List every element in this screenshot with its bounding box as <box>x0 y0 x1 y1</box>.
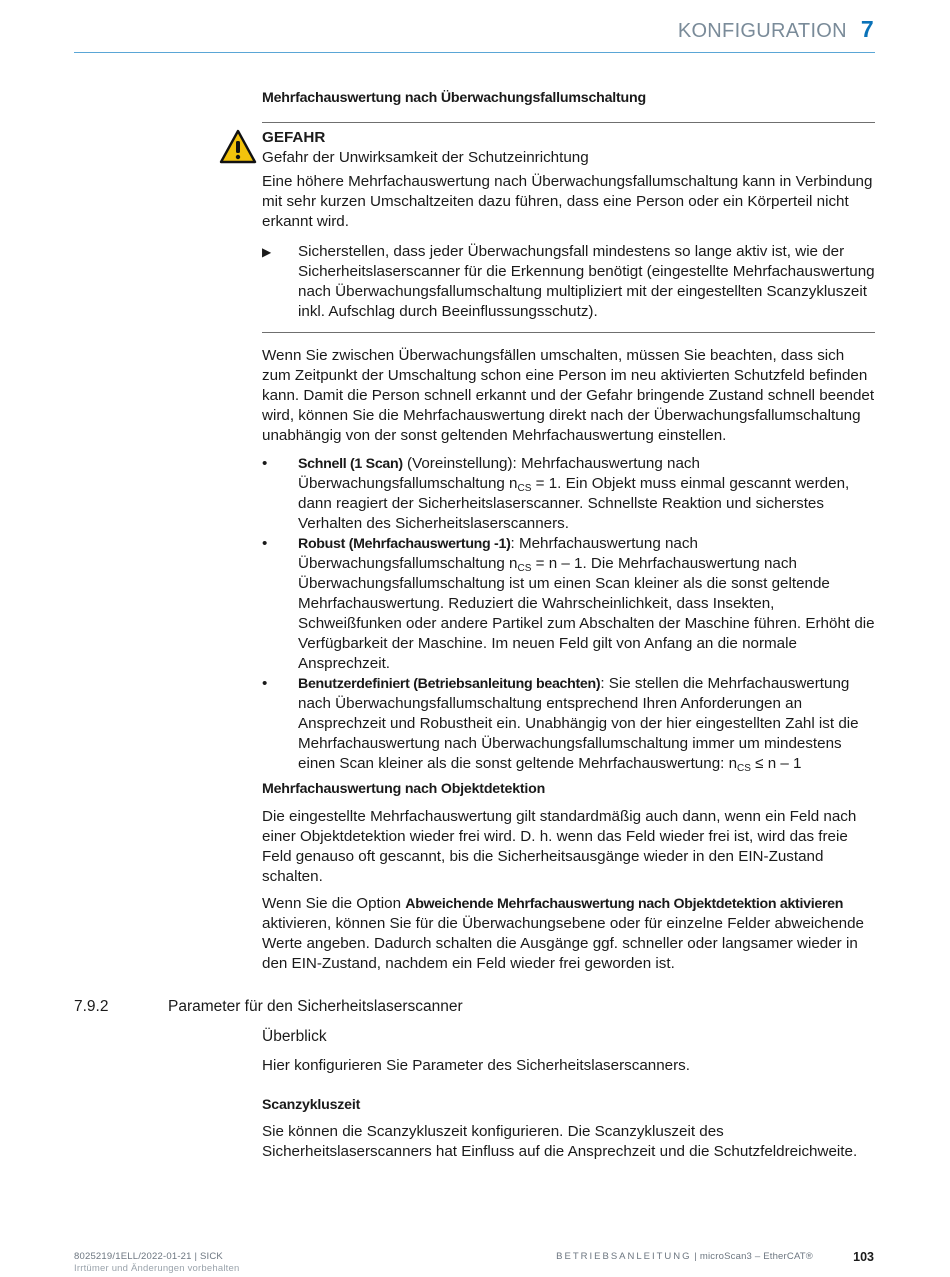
option-text: ≤ n – 1 <box>750 755 802 772</box>
option-text: (Voreinstellung): Mehrfachauswertung nach Überwachungsfallumschaltung n <box>298 455 700 492</box>
bullet-icon: • <box>262 675 268 692</box>
object-p1: Die eingestellte Mehrfachauswertung gilt standardmäßig auch dann, wenn ein Feld nach einer Objektdetektion wieder frei wird. D. h. wenn das Feld wieder frei ist, wird das freie Feld genauso oft gescannt, bis die Sicherheitsausgänge wieder in den EIN-Zustand schalten. <box>262 808 857 885</box>
scan-cycle-text: Sie können die Scanzykluszeit konfigurieren. Die Scanzykluszeit des Sicherheitslaserscanners hat Einfluss auf die Ansprechzeit und die Schutzfeldreichweite. <box>262 1123 858 1160</box>
chapter-header <box>678 16 874 43</box>
header-divider <box>74 52 875 53</box>
chapter-number: 7 <box>860 16 874 42</box>
danger-bottom-rule <box>262 332 875 333</box>
option-term: Robust (Mehrfachauswertung -1) <box>298 536 511 552</box>
footer-doc-id: 8025219/1ELL/2022-01-21 | SICK <box>74 1251 223 1262</box>
switch-options-list <box>262 454 875 774</box>
footer-right <box>556 1251 813 1262</box>
list-item <box>262 454 875 534</box>
subsection-heading-object: Mehrfachauswertung nach Objektdetektion <box>262 781 546 797</box>
subscript: CS <box>517 483 532 494</box>
option-text: : Sie stellen die Mehrfachauswertung nach Überwachungsfallumschaltung entsprechend Ihren Anforderungen an Ansprechzeit und Robustheit ein. Unabhängig von der hier eingestellten Zahl ist die Mehrfachauswertung nach Überwachungsfallumschaltung immer um mindestens einen Scan kleiner als die sonst geltende Mehrfachauswertung: n <box>298 675 859 772</box>
overview-text: Hier konfigurieren Sie Parameter des Sicherheitslaserscanners. <box>262 1057 690 1074</box>
danger-action-list <box>262 242 875 322</box>
bullet-icon: • <box>262 455 268 472</box>
danger-action-text: Sicherstellen, dass jeder Überwachungsfall mindestens so lange aktiv ist, wie der Sicherheitslaserscanner für die Erkennung benötigt (eingestellte Mehrfachauswertung nach Überwachungsfallumschaltung multipliziert mit der eingestellten Scanzykluszeit inkl. Aufschlag durch Beeinflussungsschutz). <box>298 243 875 320</box>
danger-text: Eine höhere Mehrfachauswertung nach Überwachungsfallumschaltung kann in Verbindung mit sehr kurzen Umschaltzeiten dazu führen, dass eine Person oder ein Körperteil nicht erkannt wird. <box>262 173 873 230</box>
switch-body <box>262 346 875 774</box>
section-title: Parameter für den Sicherheitslaserscanner <box>168 998 463 1015</box>
action-arrow-icon: ▶ <box>262 245 272 259</box>
footer-disclaimer: Irrtümer und Änderungen vorbehalten <box>74 1263 240 1274</box>
overview-heading: Überblick <box>262 1028 327 1045</box>
danger-title: GEFAHR <box>262 129 326 146</box>
page-number: 103 <box>853 1250 874 1264</box>
object-p2 <box>262 894 875 974</box>
list-item <box>262 534 875 674</box>
danger-top-rule <box>262 122 875 123</box>
footer-doc-type: BETRIEBSANLEITUNG <box>556 1251 692 1262</box>
footer-left <box>74 1251 239 1275</box>
object-p2-text: aktivieren, können Sie für die Überwachungsebene oder für einzelne Felder abweichende Werte angeben. Dadurch schalten die Ausgänge ggf. schneller oder langsamer wieder in den EIN-Zustand, nachdem ein Feld wieder frei geworden ist. <box>262 915 864 972</box>
option-text: = 1. Ein Objekt muss einmal gescannt werden, dann reagiert der Sicherheitslaserscanner. Schnellste Reaktion und sicherstes Verhalten des Sicherheitslaserscanners. <box>298 475 850 532</box>
option-name: Abweichende Mehrfachauswertung nach Objektdetektion aktivieren <box>405 896 844 912</box>
option-text: : Mehrfachauswertung nach Überwachungsfallumschaltung n <box>298 535 698 572</box>
danger-subtitle: Gefahr der Unwirksamkeit der Schutzeinrichtung <box>262 149 589 166</box>
object-body <box>262 807 875 974</box>
chapter-title: KONFIGURATION <box>677 20 847 42</box>
danger-notice <box>262 128 875 322</box>
footer-product: | microScan3 – EtherCAT® <box>691 1251 813 1262</box>
option-term: Schnell (1 Scan) <box>298 456 403 472</box>
bullet-icon: • <box>262 535 268 552</box>
subscript: CS <box>737 763 751 774</box>
subscript: CS <box>517 563 532 574</box>
section-number: 7.9.2 <box>74 998 109 1015</box>
subsection-heading-switch: Mehrfachauswertung nach Überwachungsfallumschaltung <box>262 90 646 106</box>
list-item <box>262 674 875 774</box>
danger-action-item <box>262 242 875 322</box>
switch-intro: Wenn Sie zwischen Überwachungsfällen umschalten, müssen Sie beachten, dass sich zum Zeitpunkt der Umschaltung schon eine Person im neu aktivierten Schutzfeld befinden kann. Damit die Person schnell erkannt und der Gefahr bringende Zustand schnell beendet wird, können Sie die Mehrfachauswertung direkt nach der Überwachungsfallumschaltung unabhängig von der sonst geltenden Mehrfachauswertung einstellen. <box>262 347 875 444</box>
option-term: Benutzerdefiniert (Betriebsanleitung beachten) <box>298 676 601 692</box>
option-text: = n – 1. Die Mehrfachauswertung nach Überwachungsfallumschaltung ist um einen Scan kleiner als die sonst geltende Mehrfachauswertung. Reduziert die Wahrscheinlichkeit, dass Insekten, Schweißfunken oder andere Partikel zum Abschalten der Maschine führen. Erhöht die Verfügbarkeit der Maschine. Im neuen Feld gilt von Anfang an die normale Ansprechzeit. <box>298 555 875 672</box>
object-p2-text: Wenn Sie die Option <box>262 895 406 912</box>
warning-triangle-icon <box>219 129 257 164</box>
scan-cycle-heading: Scanzykluszeit <box>262 1097 361 1113</box>
